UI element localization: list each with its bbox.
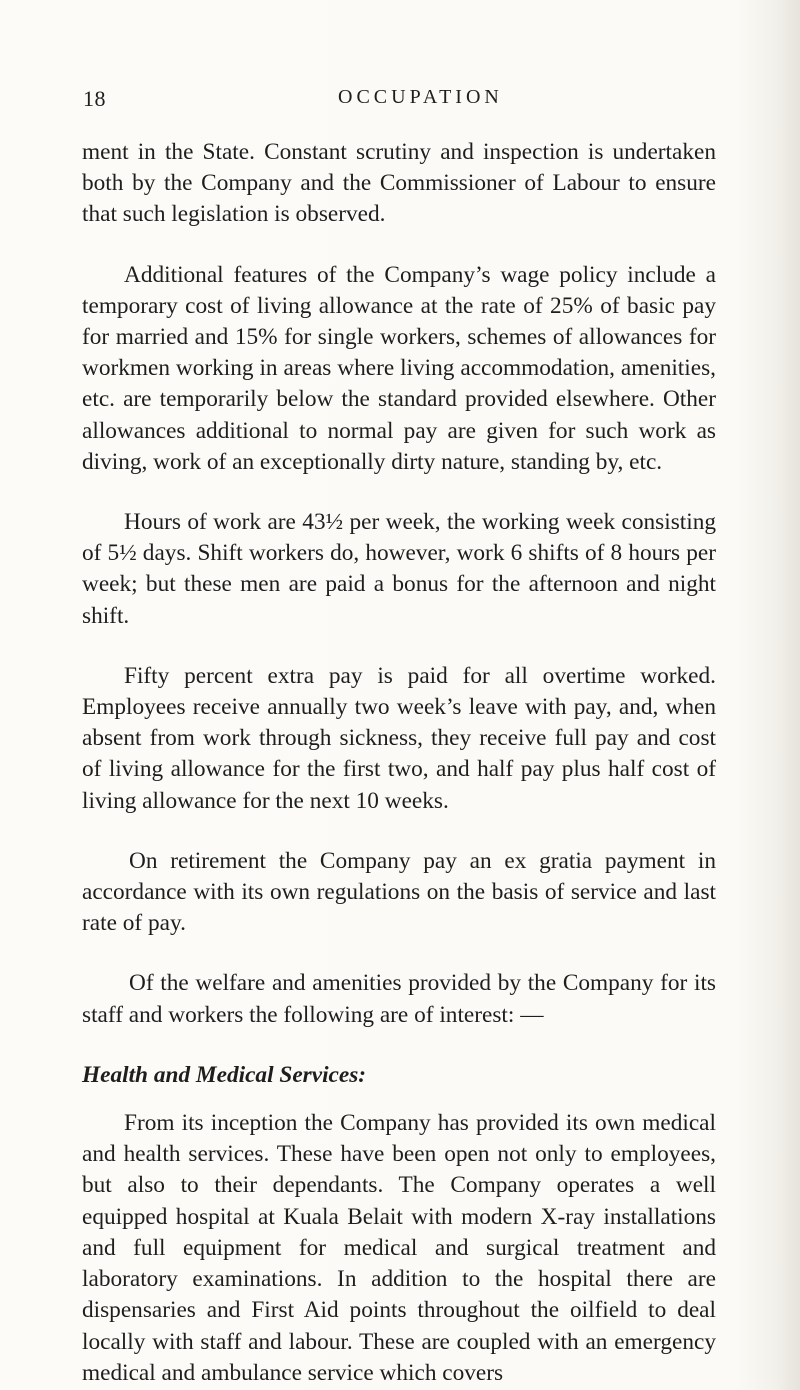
running-head: OCCUPATION <box>338 86 503 108</box>
paragraph-wage-policy: Additional features of the Company’s wage policy include a temporary cost of living allowance at the rate of 25% of basic pay for married and 15% for single workers, schemes of allowances for workmen working in areas where living accommodation, amenities, etc. are temporarily below the standard provided elsewhere. Other allowances additional to normal pay are given for such work as diving, work of an exceptionally dirty nature, standing by, etc. <box>82 261 716 475</box>
paragraph-welfare-intro: Of the welfare and amenities provided by the Company for its staff and workers the following are of interest: — <box>82 970 716 1028</box>
paragraph-medical-services: From its inception the Company has provided its own medical and health services. These have been open not only to employees, but also to their dependants. The Company operates a well equipped hospital at Kuala Belait with modern X-ray installations and full equipment for medical and surgical treatment and laboratory examinations. In addition to the hospital there are dispensaries and First Aid points throughout the oilfield to deal locally with staff and labour. These are coupled with an emergency medical and ambulance service which covers <box>82 1110 716 1386</box>
section-heading-health-medical: Health and Medical Services: <box>82 1061 367 1088</box>
paragraph-hours-of-work: Hours of work are 43½ per week, the working week consisting of 5½ days. Shift workers do, however, work 6 shifts of 8 hours per week; but these men are paid a bonus for the afternoon and night shift. <box>82 509 716 629</box>
paragraph-overtime-leave: Fifty percent extra pay is paid for all overtime worked. Employees receive annually two week’s leave with pay, and, when absent from work through sickness, they receive full pay and cost of living allowance for the first two, and half pay plus half cost of living allowance for the next 10 weeks. <box>82 662 716 814</box>
body-text <box>82 137 716 1390</box>
page-header <box>83 86 703 118</box>
paragraph-retirement: On retirement the Company pay an ex gratia payment in accordance with its own regulations on the basis of service and last rate of pay. <box>82 847 716 937</box>
page-number: 18 <box>83 86 106 111</box>
paragraph-legislation: ment in the State. Constant scrutiny and inspection is undertaken both by the Company and the Commissioner of Labour to ensure that such legislation is observed. <box>82 139 716 228</box>
